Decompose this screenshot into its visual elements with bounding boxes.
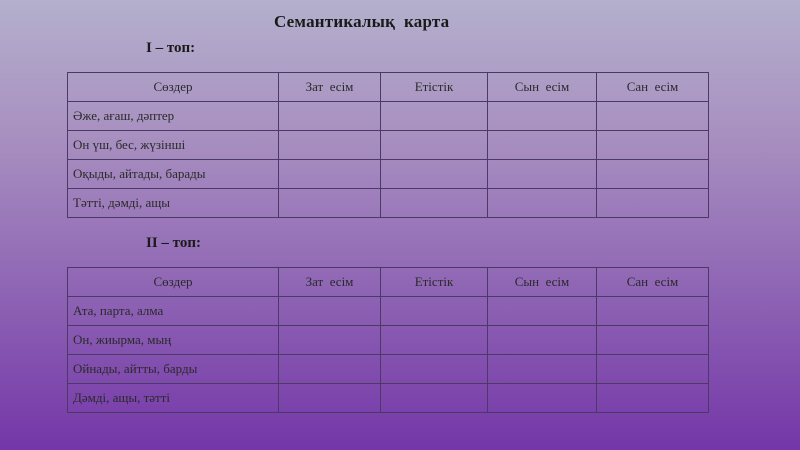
table-row bbox=[68, 355, 709, 384]
numeral-cell[interactable] bbox=[597, 355, 709, 384]
adjective-cell[interactable] bbox=[488, 160, 597, 189]
numeral-cell[interactable] bbox=[597, 326, 709, 355]
noun-cell[interactable] bbox=[279, 131, 381, 160]
column-header-verb: Етістік bbox=[381, 73, 488, 102]
column-header-words: Сөздер bbox=[68, 73, 279, 102]
noun-cell[interactable] bbox=[279, 384, 381, 413]
verb-cell[interactable] bbox=[381, 131, 488, 160]
column-header-adjective: Сын есім bbox=[488, 73, 597, 102]
table-row bbox=[68, 131, 709, 160]
numeral-cell[interactable] bbox=[597, 160, 709, 189]
numeral-cell[interactable] bbox=[597, 384, 709, 413]
noun-cell[interactable] bbox=[279, 102, 381, 131]
numeral-cell[interactable] bbox=[597, 102, 709, 131]
verb-cell[interactable] bbox=[381, 102, 488, 131]
table-row bbox=[68, 160, 709, 189]
table-header-row bbox=[68, 268, 709, 297]
words-cell: Оқыды, айтады, барады bbox=[68, 160, 279, 189]
verb-cell[interactable] bbox=[381, 326, 488, 355]
verb-cell[interactable] bbox=[381, 160, 488, 189]
adjective-cell[interactable] bbox=[488, 297, 597, 326]
verb-cell[interactable] bbox=[381, 297, 488, 326]
column-header-verb: Етістік bbox=[381, 268, 488, 297]
words-cell: Ата, парта, алма bbox=[68, 297, 279, 326]
semantic-table-group-2 bbox=[67, 267, 709, 413]
semantic-table-group-1 bbox=[67, 72, 709, 218]
noun-cell[interactable] bbox=[279, 189, 381, 218]
verb-cell[interactable] bbox=[381, 355, 488, 384]
column-header-noun: Зат есім bbox=[279, 268, 381, 297]
column-header-words: Сөздер bbox=[68, 268, 279, 297]
verb-cell[interactable] bbox=[381, 189, 488, 218]
group-1-label: I – топ: bbox=[146, 40, 196, 56]
table-row bbox=[68, 189, 709, 218]
table-row bbox=[68, 297, 709, 326]
table-row bbox=[68, 326, 709, 355]
table-row bbox=[68, 384, 709, 413]
words-cell: Он, жиырма, мың bbox=[68, 326, 279, 355]
column-header-numeral: Сан есім bbox=[597, 268, 709, 297]
noun-cell[interactable] bbox=[279, 326, 381, 355]
words-cell: Дәмді, ащы, тәтті bbox=[68, 384, 279, 413]
words-cell: Он үш, бес, жүзінші bbox=[68, 131, 279, 160]
table-row bbox=[68, 102, 709, 131]
adjective-cell[interactable] bbox=[488, 102, 597, 131]
noun-cell[interactable] bbox=[279, 297, 381, 326]
column-header-adjective: Сын есім bbox=[488, 268, 597, 297]
words-cell: Әже, ағаш, дәптер bbox=[68, 102, 279, 131]
adjective-cell[interactable] bbox=[488, 189, 597, 218]
group-2-label: II – топ: bbox=[146, 235, 201, 251]
numeral-cell[interactable] bbox=[597, 297, 709, 326]
words-cell: Тәтті, дәмді, ащы bbox=[68, 189, 279, 218]
numeral-cell[interactable] bbox=[597, 189, 709, 218]
column-header-numeral: Сан есім bbox=[597, 73, 709, 102]
words-cell: Ойнады, айтты, барды bbox=[68, 355, 279, 384]
adjective-cell[interactable] bbox=[488, 131, 597, 160]
noun-cell[interactable] bbox=[279, 355, 381, 384]
adjective-cell[interactable] bbox=[488, 326, 597, 355]
slide-title: Семантикалық карта bbox=[274, 12, 450, 31]
table-header-row bbox=[68, 73, 709, 102]
adjective-cell[interactable] bbox=[488, 384, 597, 413]
noun-cell[interactable] bbox=[279, 160, 381, 189]
numeral-cell[interactable] bbox=[597, 131, 709, 160]
verb-cell[interactable] bbox=[381, 384, 488, 413]
adjective-cell[interactable] bbox=[488, 355, 597, 384]
column-header-noun: Зат есім bbox=[279, 73, 381, 102]
